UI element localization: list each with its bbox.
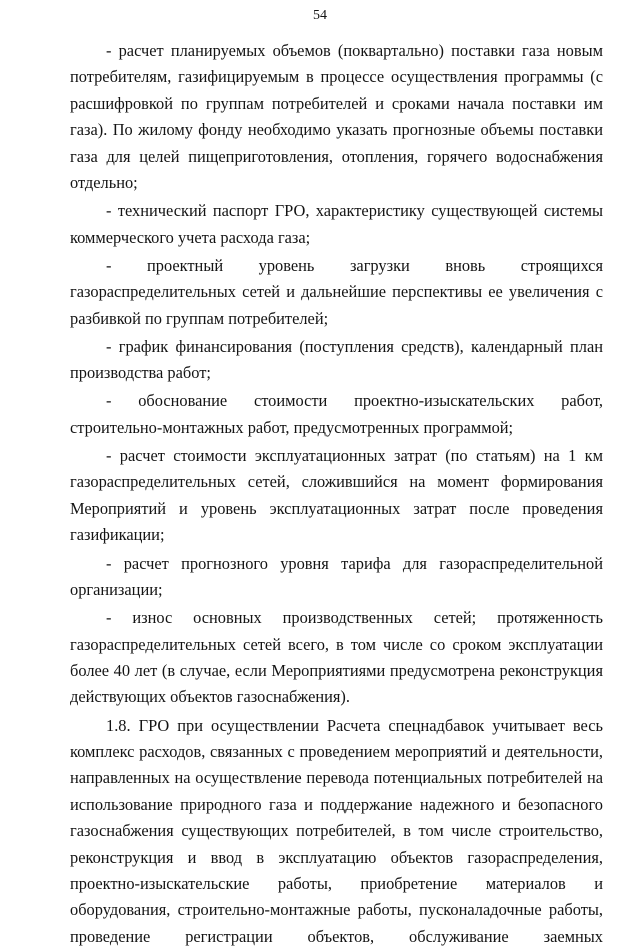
paragraph-cost-justification: - обоснование стоимости проектно-изыскательских работ, строительно-монтажных работ, предусмотренных программой; xyxy=(70,391,603,437)
paragraph-network-wear: - износ основных производственных сетей; протяженность газораспределительных сетей всего, в том числе со сроком эксплуатации более 40 лет (в случае, если Мероприятиями предусмотрена реконструкция действующих объектов газоснабжения). xyxy=(70,608,603,707)
paragraph-section-1-8: 1.8. ГРО при осуществлении Расчета спецнадбавок учитывает весь комплекс расходов, связанных с проведением мероприятий и деятельности, направленных на осуществление перевода потенциальных потребителей на использование природного газа и поддержание надежного и безопасного газоснабжения существующих потребителей, в том числе строительство, реконструкция и ввод в эксплуатацию объектов газораспределения, проектно-изыскательские работы, приобретение материалов и оборудования, строительно-монтажные работы, пусконаладочные работы, проведение регистрации объектов, обслуживание заемных xyxy=(70,715,603,946)
paragraph-operating-costs: - расчет стоимости эксплуатационных затрат (по статьям) на 1 км газораспределительных сетей, сложившийся на момент формирования Мероприятий и уровень эксплуатационных затрат после проведения газификации; xyxy=(70,446,603,545)
page-number: 54 xyxy=(313,8,327,23)
paragraph-design-load-level: - проектный уровень загрузки вновь строящихся газораспределительных сетей и дальнейшие перспективы ее увеличения с разбивкой по группам потребителей; xyxy=(70,255,603,328)
paragraph-gas-supply-volumes: - расчет планируемых объемов (поквартально) поставки газа новым потребителям, газифицируемым в процессе осуществления программы (с расшифровкой по группам потребителей и сроками начала поставки им газа). По жилому фонду необходимо указать прогнозные объемы поставки газа для целей пищеприготовления, отопления, горячего водоснабжения отдельно; xyxy=(70,41,603,193)
paragraph-technical-passport: - технический паспорт ГРО, характеристику существующей системы коммерческого учета расхода газа; xyxy=(70,201,603,247)
paragraph-financing-schedule: - график финансирования (поступления средств), календарный план производства работ; xyxy=(70,336,603,383)
paragraph-tariff-forecast: - расчет прогнозного уровня тарифа для газораспределительной организации; xyxy=(70,553,603,599)
document-body xyxy=(70,38,603,950)
